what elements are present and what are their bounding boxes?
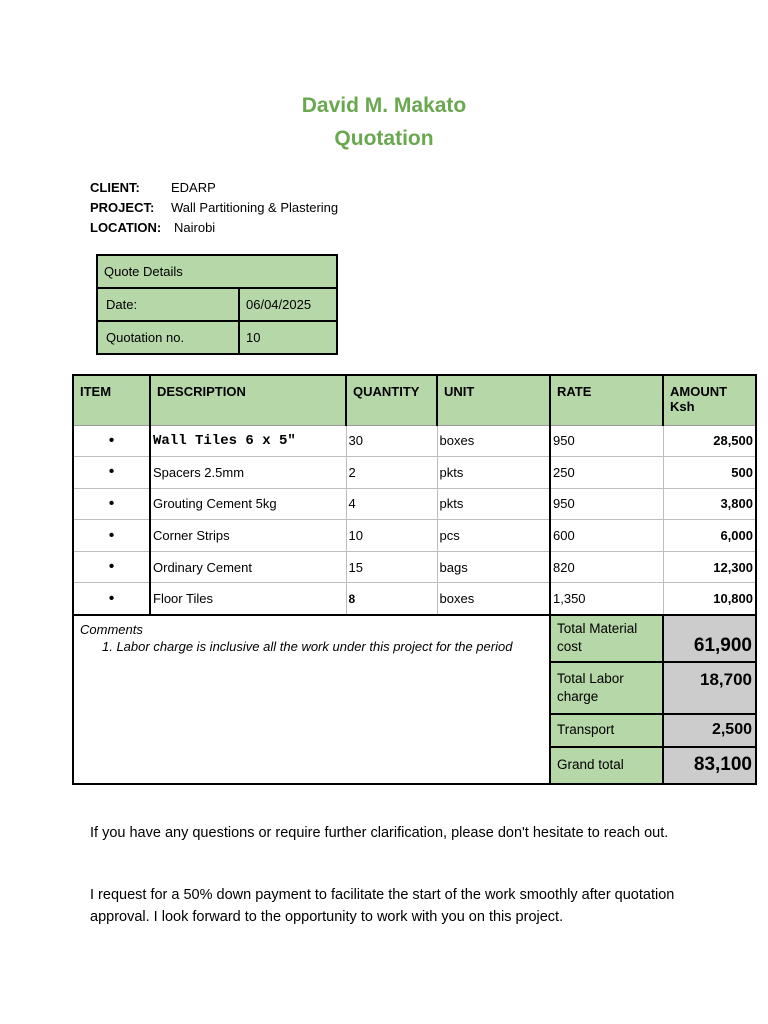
quotation-number-value: 10: [239, 321, 337, 354]
item-description: Floor Tiles: [150, 583, 346, 615]
item-description: Spacers 2.5mm: [150, 457, 346, 489]
location-row: [90, 218, 338, 238]
grand-total-label: Grand total: [550, 747, 663, 784]
item-rate: 950: [550, 488, 663, 520]
item-amount: 10,800: [663, 583, 756, 615]
item-description: Grouting Cement 5kg: [150, 488, 346, 520]
bullet-icon: •: [73, 457, 150, 489]
totals-row: [73, 615, 756, 662]
comment-item: 1. Labor charge is inclusive all the work under this project for the period: [102, 638, 513, 654]
table-header-row: [73, 375, 756, 425]
item-quantity: 15: [346, 551, 437, 583]
table-row: [73, 457, 756, 489]
contractor-name: David M. Makato: [301, 94, 467, 117]
item-unit: bags: [437, 551, 550, 583]
item-amount: 500: [663, 457, 756, 489]
document-title: Quotation: [334, 127, 434, 150]
questions-paragraph: If you have any questions or require further clarification, please don't hesitate to reach out.: [90, 825, 669, 841]
column-header-item: ITEM: [73, 375, 150, 425]
table-row: [73, 488, 756, 520]
client-info: [90, 178, 338, 238]
project-label: PROJECT:: [90, 200, 155, 215]
date-label: Date:: [97, 288, 239, 321]
item-rate: 1,350: [550, 583, 663, 615]
client-row: [90, 178, 338, 198]
table-row: [73, 425, 756, 457]
column-header-unit: UNIT: [437, 375, 550, 425]
item-unit: boxes: [437, 583, 550, 615]
quote-details-heading: Quote Details: [97, 255, 337, 288]
item-rate: 820: [550, 551, 663, 583]
quote-date-row: [97, 288, 337, 321]
date-value: 06/04/2025: [239, 288, 337, 321]
item-quantity: 4: [346, 488, 437, 520]
project-row: [90, 198, 338, 218]
bullet-icon: •: [73, 551, 150, 583]
item-quantity: 8: [346, 583, 437, 615]
table-row: [73, 520, 756, 552]
quote-number-row: [97, 321, 337, 354]
bullet-icon: •: [73, 520, 150, 552]
item-unit: pcs: [437, 520, 550, 552]
location-label: LOCATION:: [90, 220, 162, 235]
quote-details-table: [96, 254, 338, 355]
down-payment-paragraph: I request for a 50% down payment to facilitate the start of the work smoothly after quotation approval. I look forward to the opportunity to work with you on this project.: [90, 887, 675, 925]
item-rate: 600: [550, 520, 663, 552]
item-rate: 950: [550, 425, 663, 457]
column-header-rate: RATE: [550, 375, 663, 425]
item-unit: pkts: [437, 457, 550, 489]
item-quantity: 30: [346, 425, 437, 457]
total-material-label: Total Material cost: [550, 615, 663, 662]
client-label: CLIENT:: [90, 180, 140, 195]
bullet-icon: •: [73, 583, 150, 615]
table-row: [73, 583, 756, 615]
bullet-icon: •: [73, 488, 150, 520]
transport-value: 2,500: [663, 714, 756, 747]
item-amount: 12,300: [663, 551, 756, 583]
comments-box: [73, 615, 550, 784]
item-unit: boxes: [437, 425, 550, 457]
location-value: Nairobi: [174, 220, 216, 235]
comments-label: Comments: [80, 621, 143, 637]
item-rate: 250: [550, 457, 663, 489]
table-row: [73, 551, 756, 583]
item-amount: 6,000: [663, 520, 756, 552]
item-unit: pkts: [437, 488, 550, 520]
item-quantity: 10: [346, 520, 437, 552]
item-amount: 28,500: [663, 425, 756, 457]
item-description: Corner Strips: [150, 520, 346, 552]
grand-total-value: 83,100: [663, 747, 756, 784]
quotation-number-label: Quotation no.: [97, 321, 239, 354]
transport-label: Transport: [550, 714, 663, 747]
column-header-amount: AMOUNT Ksh: [663, 375, 756, 425]
column-header-description: DESCRIPTION: [150, 375, 346, 425]
total-labor-value: 18,700: [663, 662, 756, 714]
total-material-value: 61,900: [663, 615, 756, 662]
column-header-quantity: QUANTITY: [346, 375, 437, 425]
item-quantity: 2: [346, 457, 437, 489]
bullet-icon: •: [73, 425, 150, 457]
items-table: [72, 374, 757, 785]
total-labor-label: Total Labor charge: [550, 662, 663, 714]
item-description: Wall Tiles 6 x 5": [150, 425, 346, 457]
item-amount: 3,800: [663, 488, 756, 520]
quote-details-heading-row: [97, 255, 337, 288]
project-value: Wall Partitioning & Plastering: [171, 200, 339, 215]
client-value: EDARP: [171, 180, 216, 195]
item-description: Ordinary Cement: [150, 551, 346, 583]
